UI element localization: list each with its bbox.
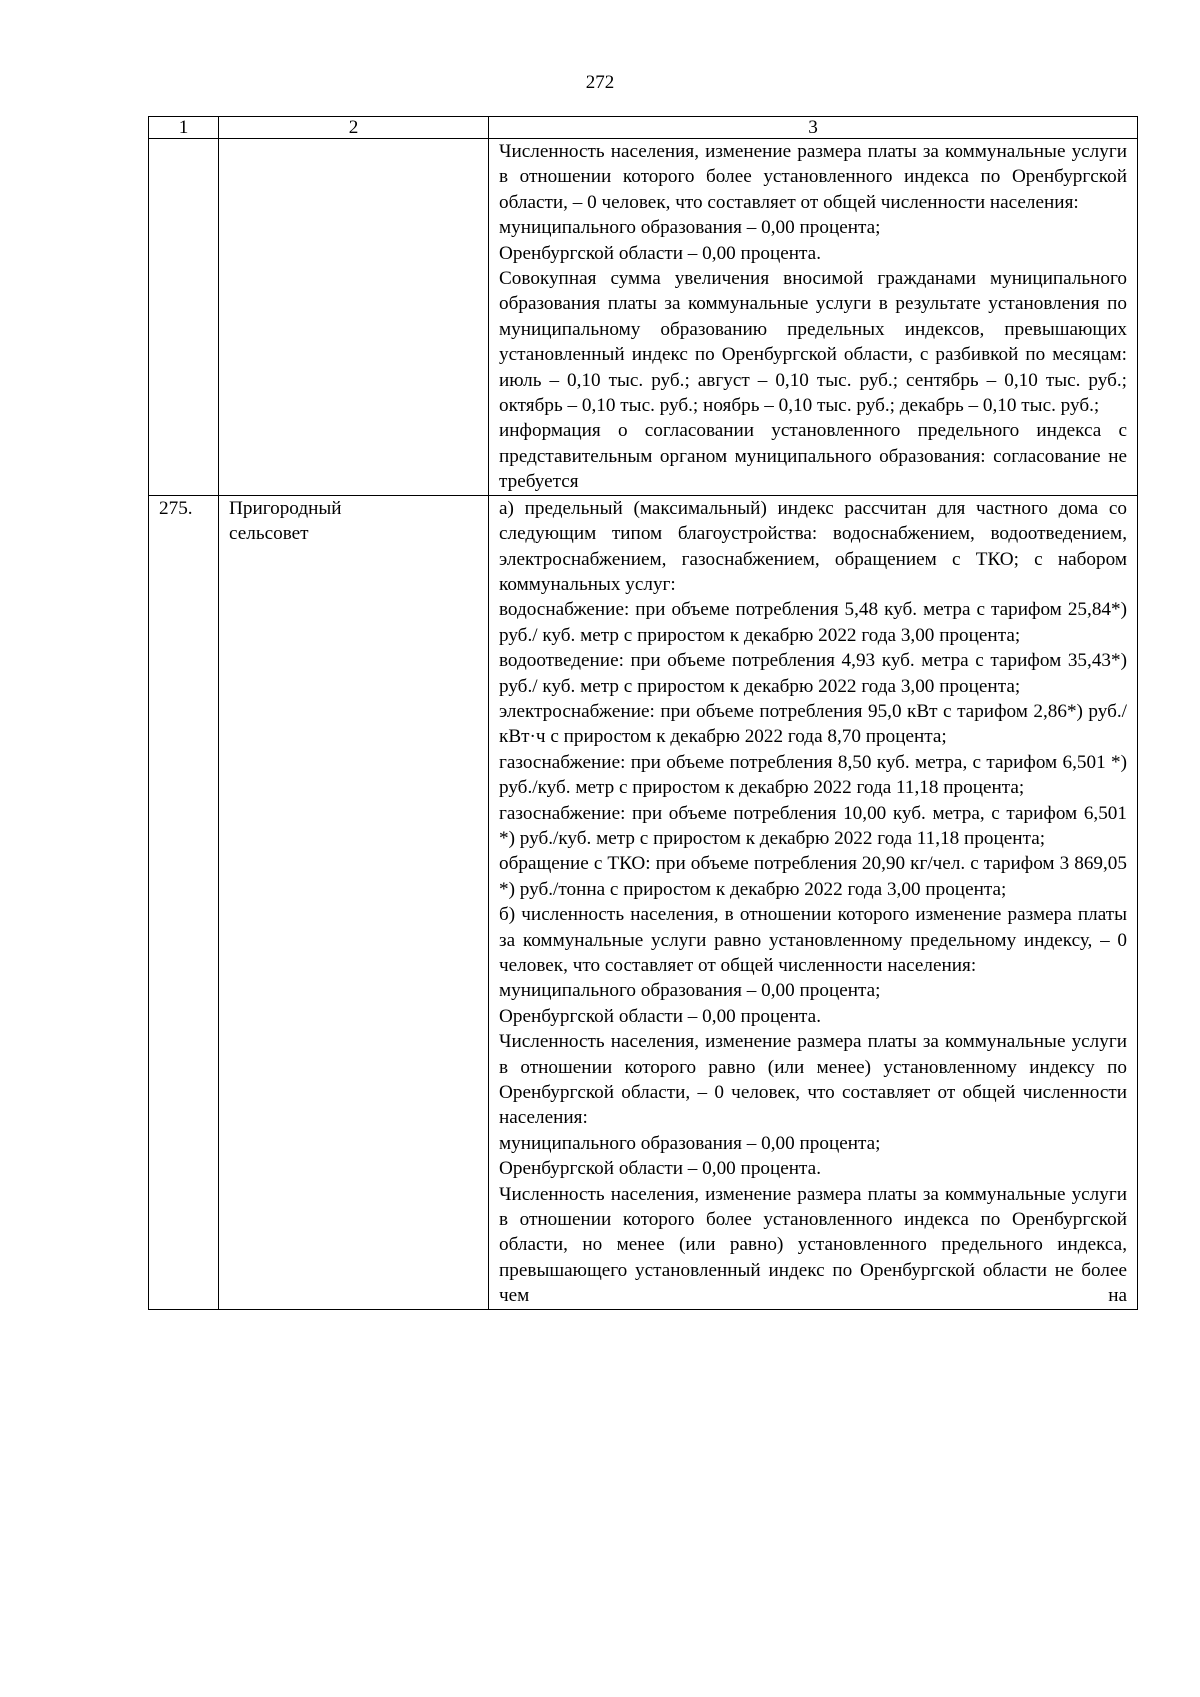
municipality-name (219, 139, 489, 496)
content-paragraph: газоснабжение: при объеме потребления 10,00 куб. метра, с тарифом 6,501 *) руб./куб. метр с приростом к декабрю 2022 года 11,18 процента; (499, 802, 1127, 849)
row-number (149, 139, 219, 496)
content-paragraph: Совокупная сумма увеличения вносимой гражданами муниципального образования платы за коммунальные услуги в результате установления по муниципальному образованию предельных индексов, превышающих установленный индекс по Оренбургской области, с разбивкой по месяцам: июль – 0,10 тыс. руб.; август – 0,10 тыс. руб.; сентябрь – 0,10 тыс. руб.; октябрь – 0,10 тыс. руб.; ноябрь – 0,10 тыс. руб.; декабрь – 0,10 тыс. руб.; (499, 268, 1127, 417)
content-paragraph: муниципального образования – 0,00 процента; (499, 217, 881, 239)
content-paragraph: обращение с ТКО: при объеме потребления 20,90 кг/чел. с тарифом 3 869,05 *) руб./тонна с приростом к декабрю 2022 года 3,00 процента; (499, 853, 1127, 900)
table-row (149, 139, 1138, 496)
content-paragraph: Численность населения, изменение размера платы за коммунальные услуги в отношении которого более установленного индекса по Оренбургской области, но менее (или равно) установленного предельного индекса, превышающего установленный индекс по Оренбургской области не более чем на (499, 1183, 1127, 1307)
content-paragraph: муниципального образования – 0,00 процента; (499, 980, 881, 1002)
content-paragraph: а) предельный (максимальный) индекс рассчитан для частного дома со следующим типом благоустройства: водоснабжением, водоотведением, электроснабжением, газоснабжением, обращением с ТКО; с набором коммунальных услуг: (499, 497, 1127, 595)
header-col-1: 1 (149, 117, 219, 139)
content-paragraph: водоснабжение: при объеме потребления 5,48 куб. метра с тарифом 25,84*) руб./ куб. метр с приростом к декабрю 2022 года 3,00 процента; (499, 599, 1127, 646)
content-paragraph: Численность населения, изменение размера платы за коммунальные услуги в отношении которого более установленного индекса по Оренбургской области, – 0 человек, что составляет от общей численности населения: (499, 141, 1127, 213)
content-paragraph: муниципального образования – 0,00 процента; (499, 1132, 881, 1154)
table-header-row (149, 117, 1138, 139)
header-col-3: 3 (489, 117, 1138, 139)
index-table (148, 116, 1138, 1310)
content-paragraph: водоотведение: при объеме потребления 4,93 куб. метра с тарифом 35,43*) руб./ куб. метр с приростом к декабрю 2022 года 3,00 процента; (499, 650, 1127, 697)
content-paragraph: б) численность населения, в отношении которого изменение размера платы за коммунальные услуги равно установленному предельному индексу, – 0 человек, что составляет от общей численности населения: (499, 904, 1127, 976)
content-paragraph: электроснабжение: при объеме потребления 95,0 кВт с тарифом 2,86*) руб./кВт·ч с приростом к декабрю 2022 года 8,70 процента; (499, 700, 1127, 748)
municipality-name: Пригородный сельсовет (219, 495, 489, 1309)
table-row (149, 495, 1138, 1309)
content-paragraph: Численность населения, изменение размера платы за коммунальные услуги в отношении которого равно (или менее) установленному индексу по Оренбургской области, – 0 человек, что составляет от общей численности населения: (499, 1031, 1127, 1129)
row-content (489, 495, 1138, 1309)
content-paragraph: Оренбургской области – 0,00 процента. (499, 242, 821, 264)
content-paragraph: Оренбургской области – 0,00 процента. (499, 1005, 821, 1027)
content-paragraph: информация о согласовании установленного предельного индекса с представительным органом муниципального образования: согласование не требуется (499, 420, 1127, 493)
header-col-2: 2 (219, 117, 489, 139)
content-paragraph: газоснабжение: при объеме потребления 8,50 куб. метра, с тарифом 6,501 *) руб./куб. метр с приростом к декабрю 2022 года 11,18 процента; (499, 751, 1127, 799)
content-paragraph: Оренбургской области – 0,00 процента. (499, 1158, 821, 1180)
page-number: 272 (585, 72, 615, 93)
row-number: 275. (149, 495, 219, 1309)
row-content (489, 139, 1138, 496)
